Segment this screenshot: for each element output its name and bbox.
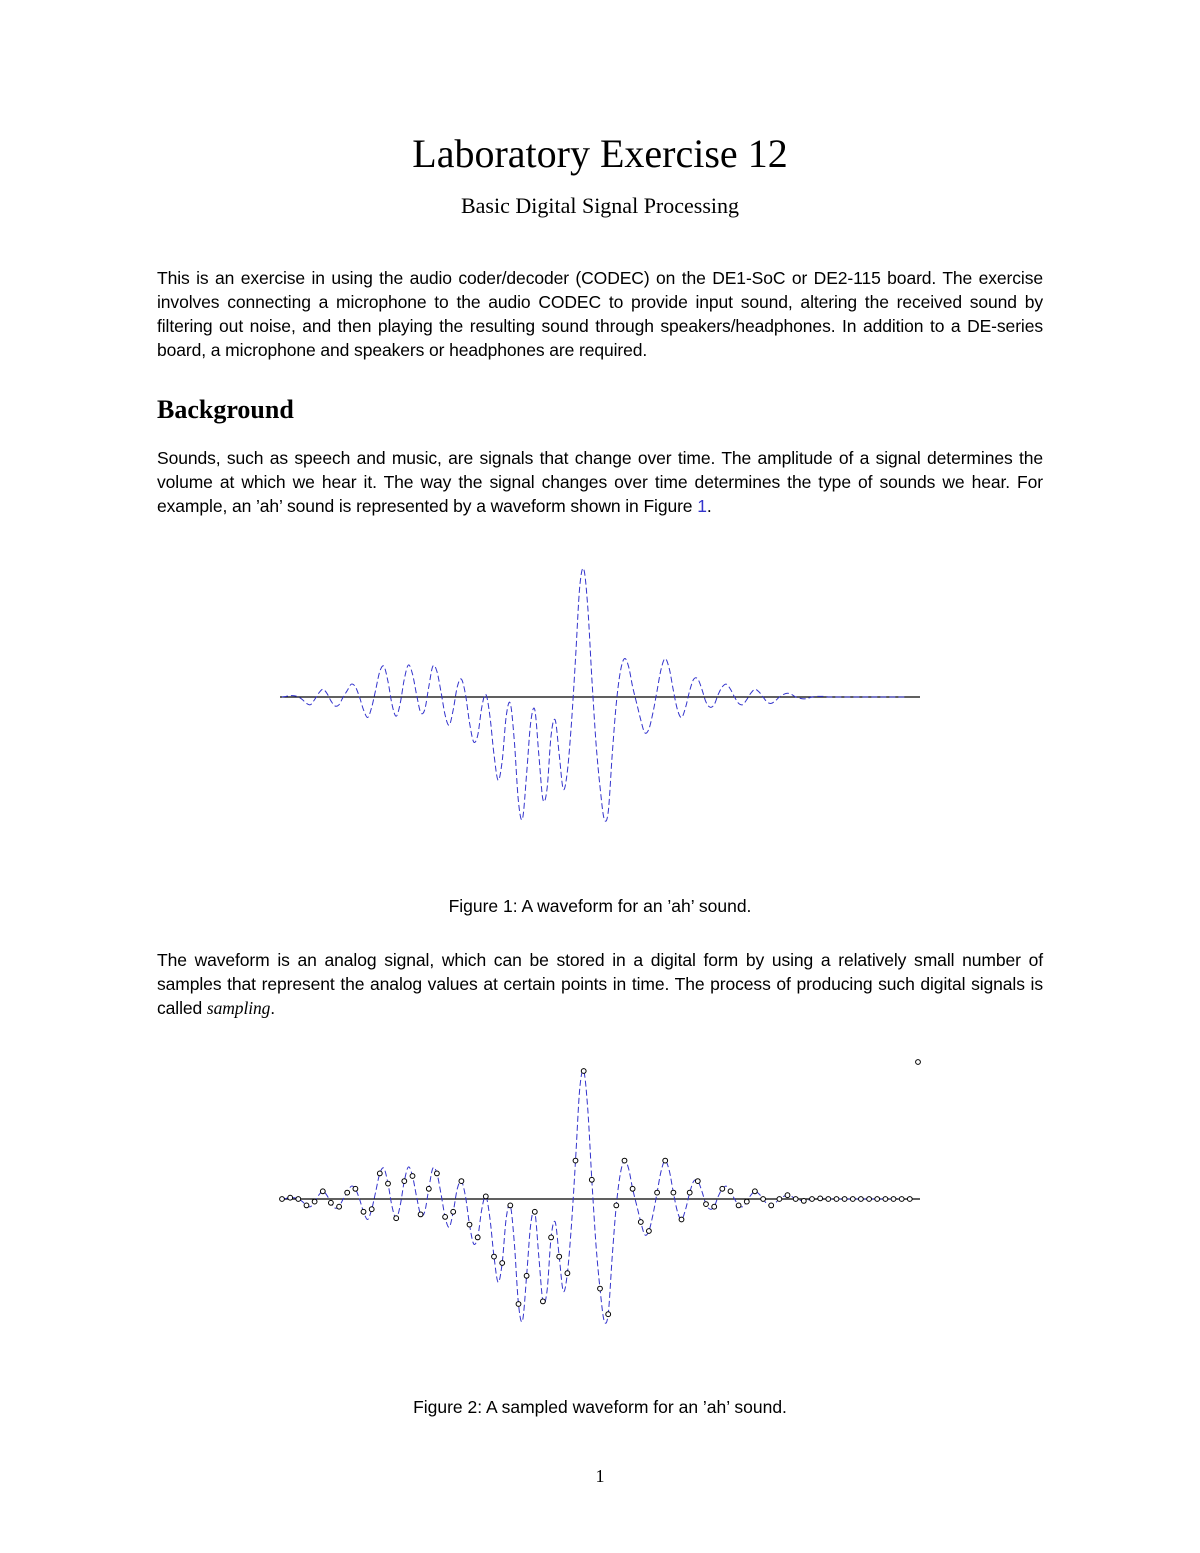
sample-point bbox=[916, 1060, 921, 1065]
sample-point bbox=[394, 1216, 399, 1221]
sample-point bbox=[850, 1197, 855, 1202]
sample-point bbox=[842, 1197, 847, 1202]
sampling-paragraph bbox=[157, 948, 1043, 1020]
sample-point bbox=[859, 1197, 864, 1202]
sample-point bbox=[712, 1204, 717, 1209]
sample-point bbox=[288, 1195, 293, 1200]
sample-point bbox=[622, 1158, 627, 1163]
sample-point bbox=[589, 1177, 594, 1182]
sample-point bbox=[777, 1197, 782, 1202]
sample-point bbox=[435, 1171, 440, 1176]
sample-point bbox=[296, 1197, 301, 1202]
sample-point bbox=[581, 1069, 586, 1074]
sample-point bbox=[541, 1299, 546, 1304]
sample-point bbox=[695, 1179, 700, 1184]
sample-point bbox=[549, 1235, 554, 1240]
sample-point bbox=[687, 1190, 692, 1195]
sample-point bbox=[826, 1197, 831, 1202]
sample-point bbox=[647, 1229, 652, 1234]
sample-point bbox=[304, 1203, 309, 1208]
figure-2-caption: Figure 2: A sampled waveform for an ’ah’ sound. bbox=[413, 1397, 787, 1417]
sample-point bbox=[565, 1271, 570, 1276]
sample-point bbox=[801, 1199, 806, 1204]
sample-point bbox=[451, 1209, 456, 1214]
figure-1-waveform bbox=[280, 560, 920, 860]
sample-point bbox=[867, 1197, 872, 1202]
sample-point bbox=[875, 1197, 880, 1202]
sample-point bbox=[899, 1197, 904, 1202]
sampling-text: The waveform is an analog signal, which can be stored in a digital form by using a relatively small number of samples that represent the analog values at certain points in time. The process of producing such digital signals is called bbox=[157, 950, 1043, 1018]
sample-point bbox=[369, 1207, 374, 1212]
sample-point bbox=[720, 1186, 725, 1191]
sample-point bbox=[793, 1197, 798, 1202]
sampling-term: sampling bbox=[206, 998, 271, 1018]
sample-point bbox=[508, 1203, 513, 1208]
sample-point bbox=[377, 1171, 382, 1176]
waveform-line bbox=[282, 568, 906, 821]
figure-2-sampled-waveform bbox=[280, 1062, 920, 1362]
sample-point bbox=[614, 1203, 619, 1208]
sample-point bbox=[671, 1190, 676, 1195]
sample-point bbox=[907, 1197, 912, 1202]
sample-point bbox=[785, 1193, 790, 1198]
sampling-text-end: . bbox=[270, 998, 276, 1018]
sample-point bbox=[483, 1194, 488, 1199]
figure-1-caption: Figure 1: A waveform for an ’ah’ sound. bbox=[448, 896, 752, 916]
sample-point bbox=[810, 1197, 815, 1202]
sampled-waveform-chart bbox=[280, 1062, 920, 1362]
figure-1-link[interactable]: 1 bbox=[697, 496, 707, 516]
sample-point bbox=[402, 1179, 407, 1184]
sample-point bbox=[410, 1174, 415, 1179]
sample-point bbox=[524, 1273, 529, 1278]
sample-point bbox=[663, 1158, 668, 1163]
sample-point bbox=[361, 1209, 366, 1214]
sample-point bbox=[891, 1197, 896, 1202]
sample-point bbox=[704, 1202, 709, 1207]
sample-point bbox=[769, 1203, 774, 1208]
background-paragraph bbox=[157, 446, 1043, 518]
sample-point bbox=[492, 1254, 497, 1259]
sample-point bbox=[337, 1204, 342, 1209]
sample-point bbox=[606, 1312, 611, 1317]
sample-point bbox=[655, 1190, 660, 1195]
sample-point bbox=[443, 1215, 448, 1220]
waveform-chart bbox=[280, 560, 920, 860]
sample-point bbox=[679, 1217, 684, 1222]
background-text-end: . bbox=[706, 496, 712, 516]
sample-point bbox=[467, 1222, 472, 1227]
sample-point bbox=[598, 1286, 603, 1291]
sample-point bbox=[557, 1254, 562, 1259]
sample-point bbox=[638, 1220, 643, 1225]
sample-point bbox=[753, 1189, 758, 1194]
sample-point bbox=[386, 1181, 391, 1186]
sample-point bbox=[459, 1179, 464, 1184]
sample-point bbox=[818, 1196, 823, 1201]
sample-point bbox=[630, 1186, 635, 1191]
sample-point bbox=[353, 1186, 358, 1191]
sample-point bbox=[312, 1199, 317, 1204]
sample-point bbox=[744, 1199, 749, 1204]
sample-point bbox=[728, 1189, 733, 1194]
sample-point bbox=[834, 1197, 839, 1202]
sample-point bbox=[883, 1197, 888, 1202]
document-title: Laboratory Exercise 12 bbox=[412, 131, 788, 176]
sample-point bbox=[320, 1189, 325, 1194]
sample-point bbox=[345, 1190, 350, 1195]
sample-point bbox=[475, 1235, 480, 1240]
section-heading-background: Background bbox=[157, 395, 294, 424]
sample-point bbox=[329, 1200, 334, 1205]
sample-point bbox=[418, 1212, 423, 1217]
page-number: 1 bbox=[595, 1466, 605, 1486]
sample-point bbox=[426, 1186, 431, 1191]
sample-point bbox=[736, 1203, 741, 1208]
sample-point bbox=[761, 1197, 766, 1202]
intro-paragraph: This is an exercise in using the audio coder/decoder (CODEC) on the DE1-SoC or DE2-115 board. The exercise involves connecting a microphone to the audio CODEC to provide input sound, altering the received sound by filtering out noise, and then playing the resulting sound through speakers/headphones. In addition to a DE-series board, a microphone and speakers or headphones are required. bbox=[157, 268, 1043, 360]
sample-point bbox=[500, 1261, 505, 1266]
sample-point bbox=[280, 1197, 285, 1202]
document-subtitle: Basic Digital Signal Processing bbox=[460, 193, 740, 218]
sample-point bbox=[573, 1158, 578, 1163]
sample-point bbox=[516, 1302, 521, 1307]
sample-point bbox=[532, 1209, 537, 1214]
background-text: Sounds, such as speech and music, are signals that change over time. The amplitude of a signal determines the volume at which we hear it. The way the signal changes over time determines the type of sounds we hear. For example, an ’ah’ sound is represented by a waveform shown in Figure bbox=[157, 448, 1043, 516]
